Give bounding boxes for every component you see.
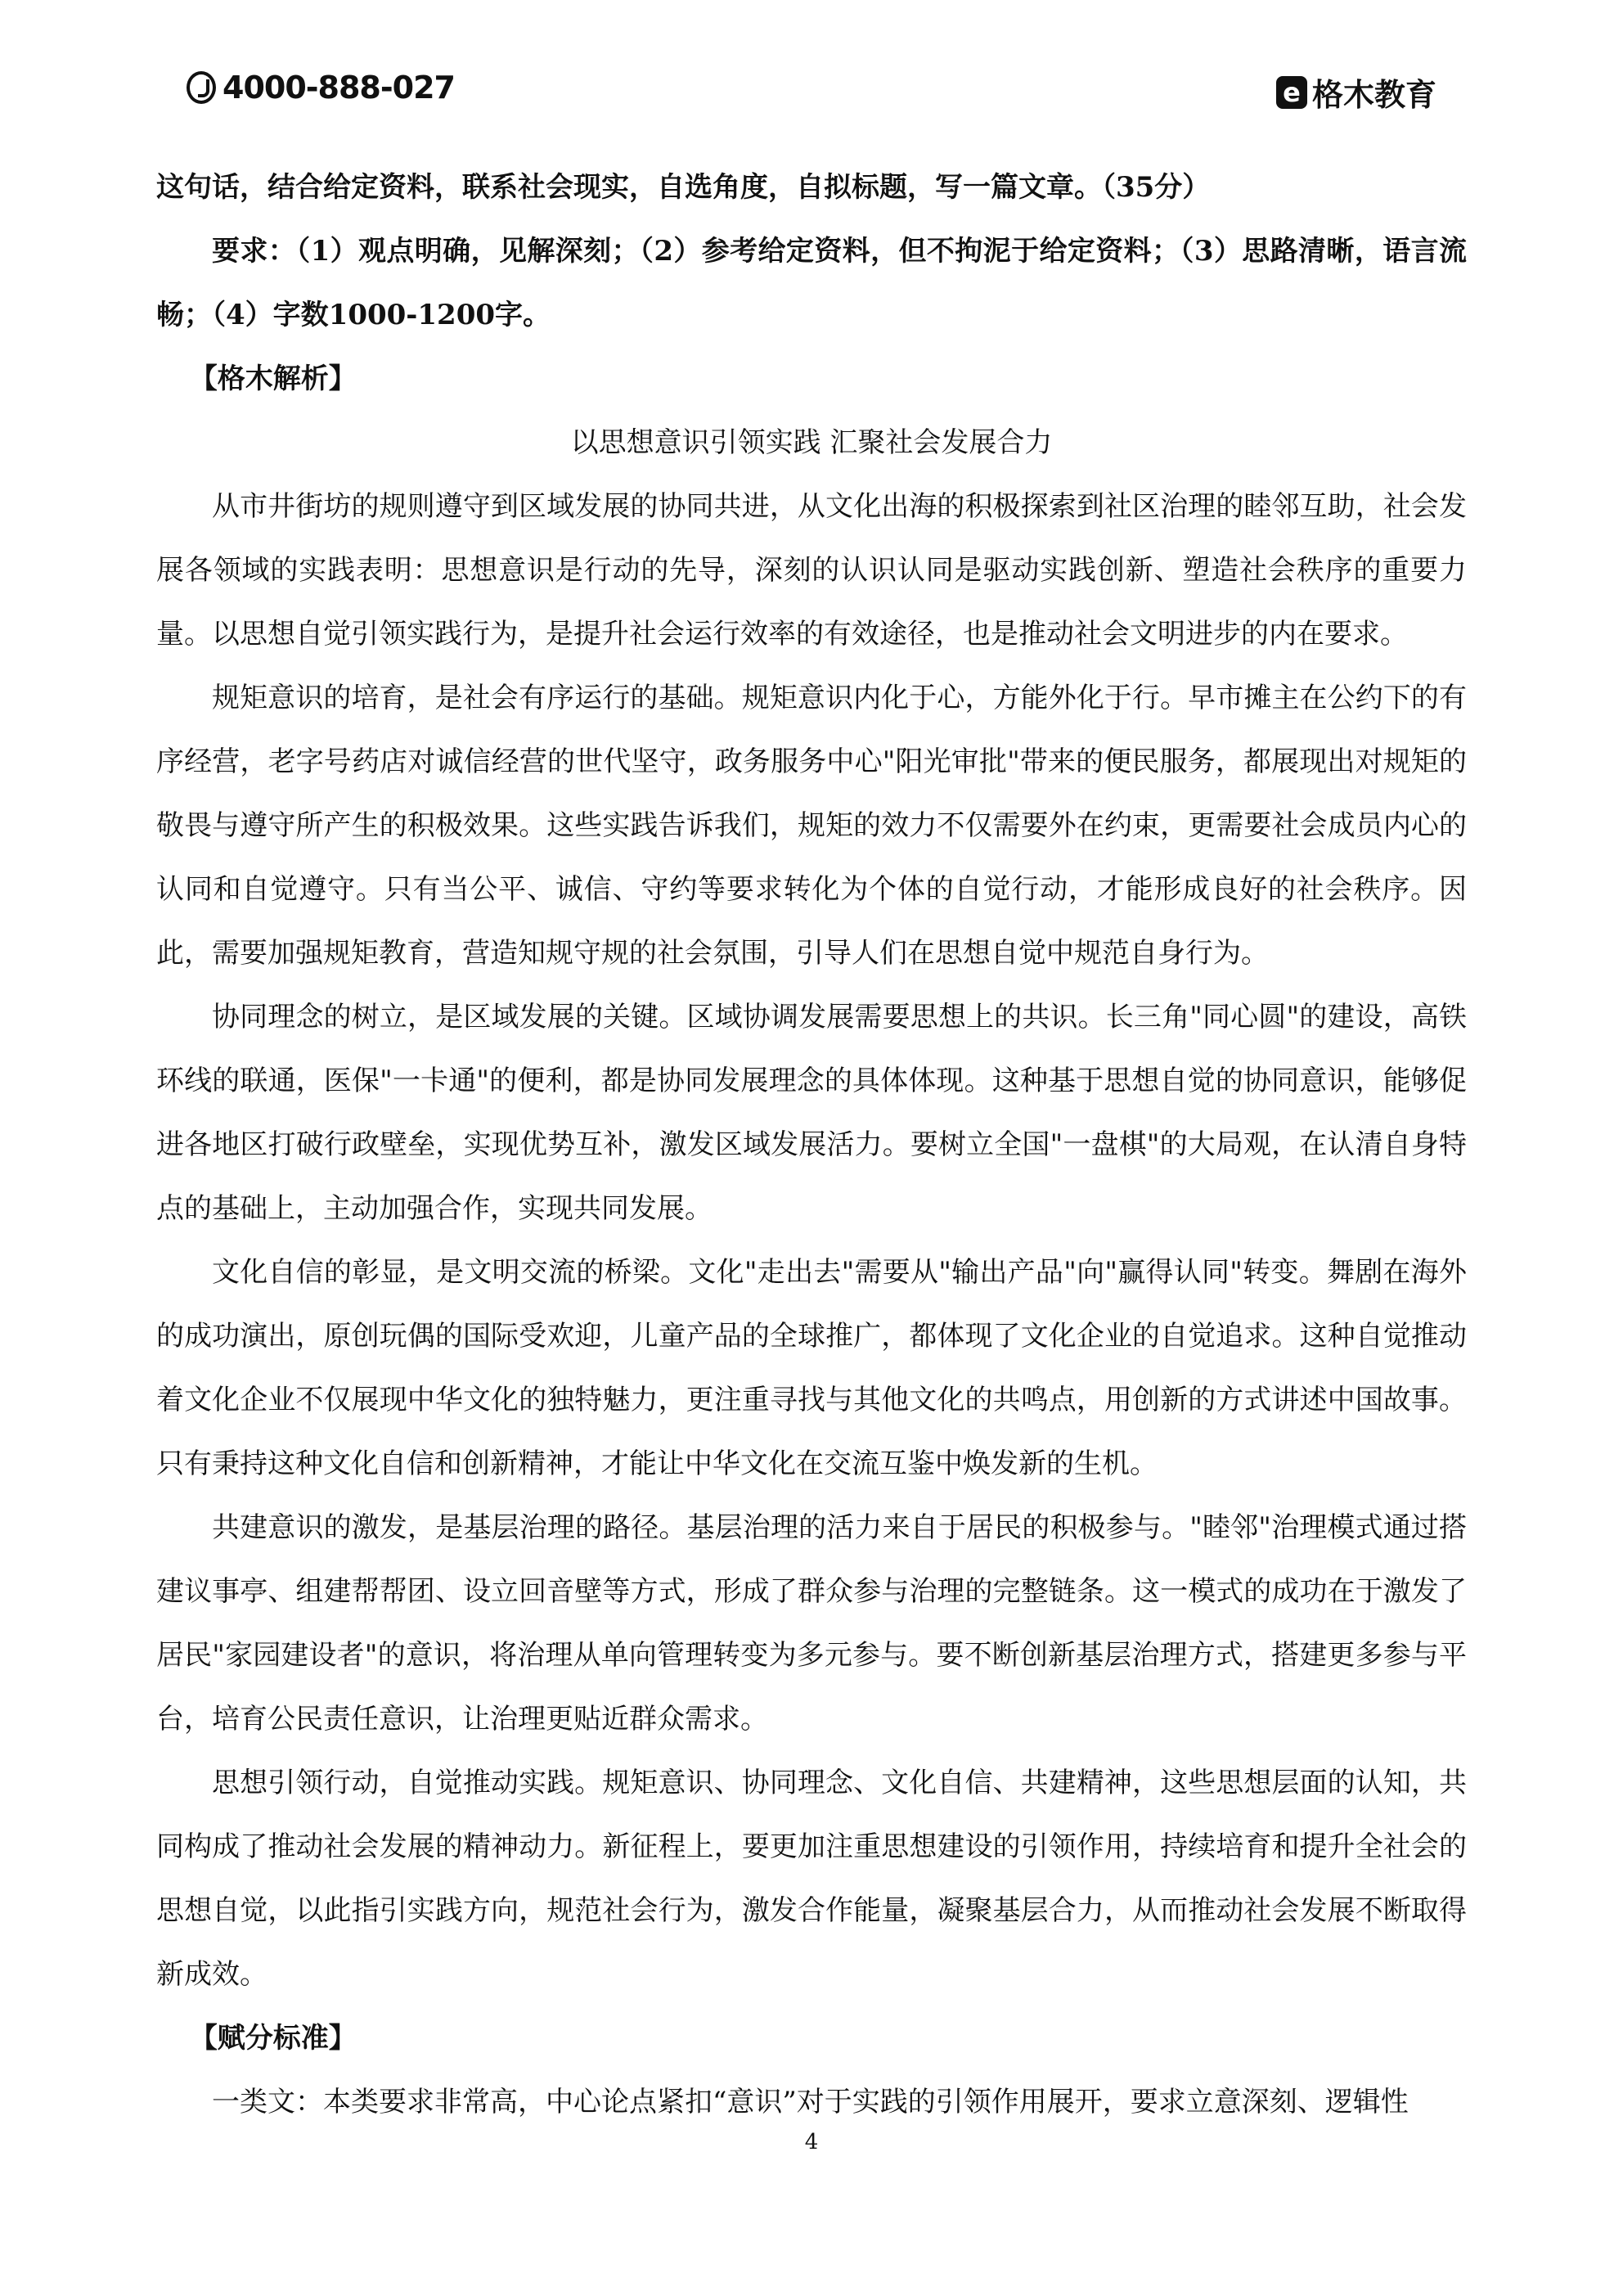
document-body xyxy=(156,155,1467,2134)
scoring-heading: 【赋分标准】 xyxy=(189,2022,357,2055)
analysis-heading: 【格木解析】 xyxy=(189,362,357,395)
essay-paragraph: 文化自信的彰显，是文明交流的桥梁。文化"走出去"需要从"输出产品"向"赢得认同"转变。舞剧在海外的成功演出，原创玩偶的国际受欢迎，儿童产品的全球推广，都体现了文化企业的自觉追求。这种自觉推动着文化企业不仅展现中华文化的独特魅力，更注重寻找与其他文化的共鸣点，用创新的方式讲述中国故事。只有秉持这种文化自信和创新精神，才能让中华文化在交流互鉴中焕发新的生机。 xyxy=(156,1256,1467,1480)
requirements: 要求：（1）观点明确，见解深刻；（2）参考给定资料，但不拘泥于给定资料；（3）思路清晰，语言流畅；（4）字数1000-1200字。 xyxy=(156,235,1467,331)
essay-paragraph: 思想引领行动，自觉推动实践。规矩意识、协同理念、文化自信、共建精神，这些思想层面的认知，共同构成了推动社会发展的精神动力。新征程上，要更加注重思想建设的引领作用，持续培育和提升全社会的思想自觉，以此指引实践方向，规范社会行为，激发合作能量，凝聚基层合力，从而推动社会发展不断取得新成效。 xyxy=(156,1767,1467,1991)
essay-paragraph: 共建意识的激发，是基层治理的路径。基层治理的活力来自于居民的积极参与。"睦邻"治理模式通过搭建议事亭、组建帮帮团、设立回音壁等方式，形成了群众参与治理的完整链条。这一模式的成功在于激发了居民"家园建设者"的意识，将治理从单向管理转变为多元参与。要不断创新基层治理方式，搭建更多参与平台，培育公民责任意识，让治理更贴近群众需求。 xyxy=(156,1511,1467,1736)
question-text: 这句话，结合给定资料，联系社会现实，自选角度，自拟标题，写一篇文章。（35分） xyxy=(156,171,1211,204)
page-header xyxy=(187,70,1436,115)
brand-logo xyxy=(1276,70,1436,115)
essay-title: 以思想意识引领实践 汇聚社会发展合力 xyxy=(570,426,1053,459)
essay-paragraph: 从市井街坊的规则遵守到区域发展的协同共进，从文化出海的积极探索到社区治理的睦邻互助，社会发展各领域的实践表明：思想意识是行动的先导，深刻的认识认同是驱动实践创新、塑造社会秩序的重要力量。以思想自觉引领实践行为，是提升社会运行效率的有效途径，也是推动社会文明进步的内在要求。 xyxy=(156,490,1467,651)
essay-paragraph: 规矩意识的培育，是社会有序运行的基础。规矩意识内化于心，方能外化于行。早市摊主在公约下的有序经营，老字号药店对诚信经营的世代坚守，政务服务中心"阳光审批"带来的便民服务，都展现出对规矩的敬畏与遵守所产生的积极效果。这些实践告诉我们，规矩的效力不仅需要外在约束，更需要社会成员内心的认同和自觉遵守。只有当公平、诚信、守约等要求转化为个体的自觉行动，才能形成良好的社会秩序。因此，需要加强规矩教育，营造知规守规的社会氛围，引导人们在思想自觉中规范自身行为。 xyxy=(156,682,1467,970)
hotline xyxy=(187,70,455,106)
hotline-number: 4000-888-027 xyxy=(223,70,455,106)
page-number: 4 xyxy=(804,2130,819,2154)
scoring-text: 一类文：本类要求非常高，中心论点紧扣“意识”对于实践的引领作用展开，要求立意深刻、逻辑性 xyxy=(212,2086,1409,2118)
brand-name: 格木教育 xyxy=(1311,77,1436,113)
essay-paragraph: 协同理念的树立，是区域发展的关键。区域协调发展需要思想上的共识。长三角"同心圆"的建设，高铁环线的联通，医保"一卡通"的便利，都是协同发展理念的具体体现。这种基于思想自觉的协同意识，能够促进各地区打破行政壁垒，实现优势互补，激发区域发展活力。要树立全国"一盘棋"的大局观，在认清自身特点的基础上，主动加强合作，实现共同发展。 xyxy=(156,1001,1467,1225)
phone-icon xyxy=(187,71,216,104)
logo-e-icon: e xyxy=(1276,76,1307,109)
